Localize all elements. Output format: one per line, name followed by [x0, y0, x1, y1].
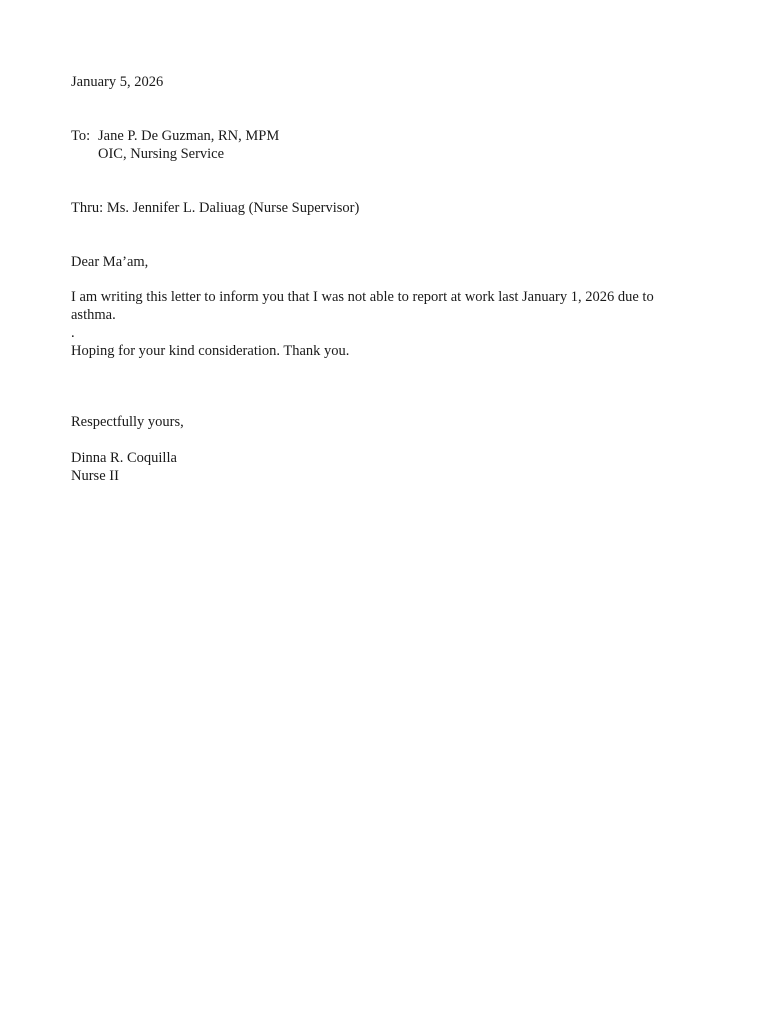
- recipient-name: Jane P. De Guzman, RN, MPM: [98, 128, 280, 144]
- to-label: To:: [71, 128, 91, 144]
- complimentary-close: Respectfully yours,: [71, 414, 184, 430]
- letter-date: January 5, 2026: [71, 74, 164, 90]
- stray-period: .: [71, 325, 75, 341]
- recipient-line: [71, 127, 279, 145]
- recipient-title: OIC, Nursing Service: [98, 146, 225, 162]
- thru-line: Thru: Ms. Jennifer L. Daliuag (Nurse Supervisor): [71, 200, 360, 216]
- letter-body: I am writing this letter to inform you that I was not able to report at work last January 1, 2026 due to asthma.: [71, 289, 654, 323]
- signer-name: Dinna R. Coquilla: [71, 450, 177, 466]
- signer-position: Nurse II: [71, 468, 119, 484]
- salutation: Dear Ma’am,: [71, 254, 149, 270]
- closing-line: Hoping for your kind consideration. Thank you.: [71, 343, 350, 359]
